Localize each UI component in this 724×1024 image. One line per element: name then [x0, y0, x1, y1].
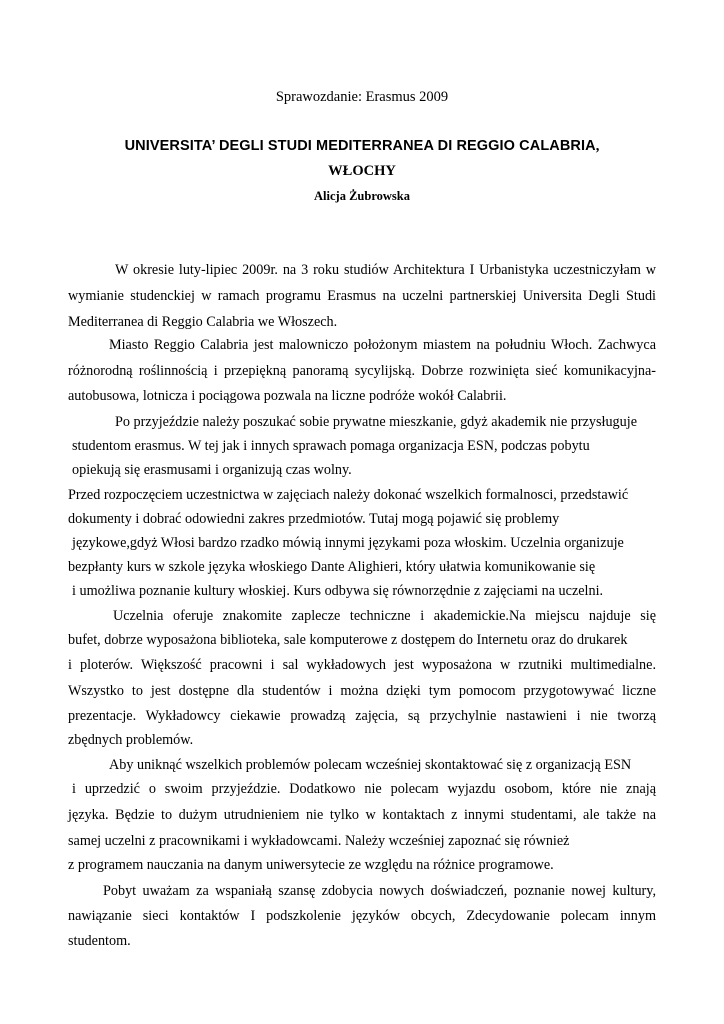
body-line: nawiązanie sieci kontaktów I podszkolenie języków obcych, Zdecydowanie polecam innym — [68, 908, 656, 924]
title-comma: , — [595, 138, 600, 154]
body-line: Wszystko to jest dostępne dla studentów i można dzięki tym pomocom przygotowywać liczne — [68, 683, 656, 699]
body-line: zbędnych problemów. — [68, 732, 194, 748]
report-label: Sprawozdanie: Erasmus 2009 — [275, 89, 449, 105]
body-line: Po przyjeździe należy poszukać sobie prywatne mieszkanie, gdyż akademik nie przysługuje — [115, 414, 637, 430]
body-line: wymianie studenckiej w ramach programu Erasmus na uczelni partnerskiej Universita Degli Studi — [68, 288, 656, 304]
body-line: Pobyt uważam za wspaniałą szansę zdobycia nowych doświadczeń, poznanie nowej kultury, — [103, 883, 656, 899]
body-line: studentom. — [68, 933, 131, 949]
body-line: języka. Będzie to dużym utrudnieniem nie tylko w kontaktach z innymi studentami, ale także na — [68, 807, 656, 823]
body-line: prezentacje. Wykładowcy ciekawie prowadzą zajęcia, są przychylnie nastawieni i nie tworzą — [68, 708, 656, 724]
author-name: Alicja Żubrowska — [314, 189, 410, 203]
body-line: językowe,gdyż Włosi bardzo rzadko mówią innymi językami poza włoskim. Uczelnia organizuje — [72, 535, 624, 551]
body-line: bufet, dobrze wyposażona biblioteka, sale komputerowe z dostępem do Internetu oraz do drukarek — [68, 632, 628, 648]
university-name: UNIVERSITA’ DEGLI STUDI MEDITERRANEA DI REGGIO CALABRIA — [124, 138, 596, 154]
body-line: z programem nauczania na danym uniwersytecie ze względu na różnice programowe. — [68, 857, 554, 873]
country-heading: WŁOCHY — [328, 163, 396, 179]
body-line: Mediterranea di Reggio Calabria we Włoszech. — [68, 314, 338, 330]
body-line: różnorodną roślinnością i przepiękną panoramą sycylijską. Dobrze rozwinięta sieć komunikacyjna- — [68, 363, 656, 379]
body-line: Aby uniknąć wszelkich problemów polecam wcześniej skontaktować się z organizacją ESN — [109, 757, 632, 773]
body-line: samej uczelni z pracownikami i wykładowcami. Należy wcześniej zapoznać się również — [68, 833, 570, 849]
body-line: W okresie luty-lipiec 2009r. na 3 roku studiów Architektura I Urbanistyka uczestniczyłam w — [115, 262, 656, 278]
body-line: Przed rozpoczęciem uczestnictwa w zajęciach należy dokonać wszelkich formalnosci, przedstawić — [68, 487, 629, 503]
body-line: autobusowa, lotnicza i pociągowa pozwala na liczne podróże wokół Calabrii. — [68, 388, 507, 404]
body-line: i uprzedzić o swoim przyjeździe. Dodatkowo nie polecam wyjazdu osobom, które nie znają — [72, 781, 656, 797]
body-line: i ploterów. Większość pracowni i sal wykładowych jest wyposażona w rzutniki multimedialne. — [68, 657, 656, 673]
university-title — [0, 137, 724, 155]
body-line: studentom erasmus. W tej jak i innych sprawach pomaga organizacja ESN, podczas pobytu — [72, 438, 590, 454]
body-line: bezpłanty kurs w szkole języka włoskiego Dante Alighieri, który ułatwia komunikowanie się — [68, 559, 596, 575]
body-line: Miasto Reggio Calabria jest malowniczo położonym miastem na południu Włoch. Zachwyca — [109, 337, 656, 353]
body-line: i umożliwa poznanie kultury włoskiej. Kurs odbywa się równorzędnie z zajęciami na uczelni. — [72, 583, 604, 599]
body-line: dokumenty i dobrać odowiedni zakres przedmiotów. Tutaj mogą pojawić się problemy — [68, 511, 560, 527]
body-line: Uczelnia oferuje znakomite zaplecze techniczne i akademickie.Na miejscu najduje się — [113, 608, 656, 624]
body-line: opiekują się erasmusami i organizują czas wolny. — [72, 462, 352, 478]
